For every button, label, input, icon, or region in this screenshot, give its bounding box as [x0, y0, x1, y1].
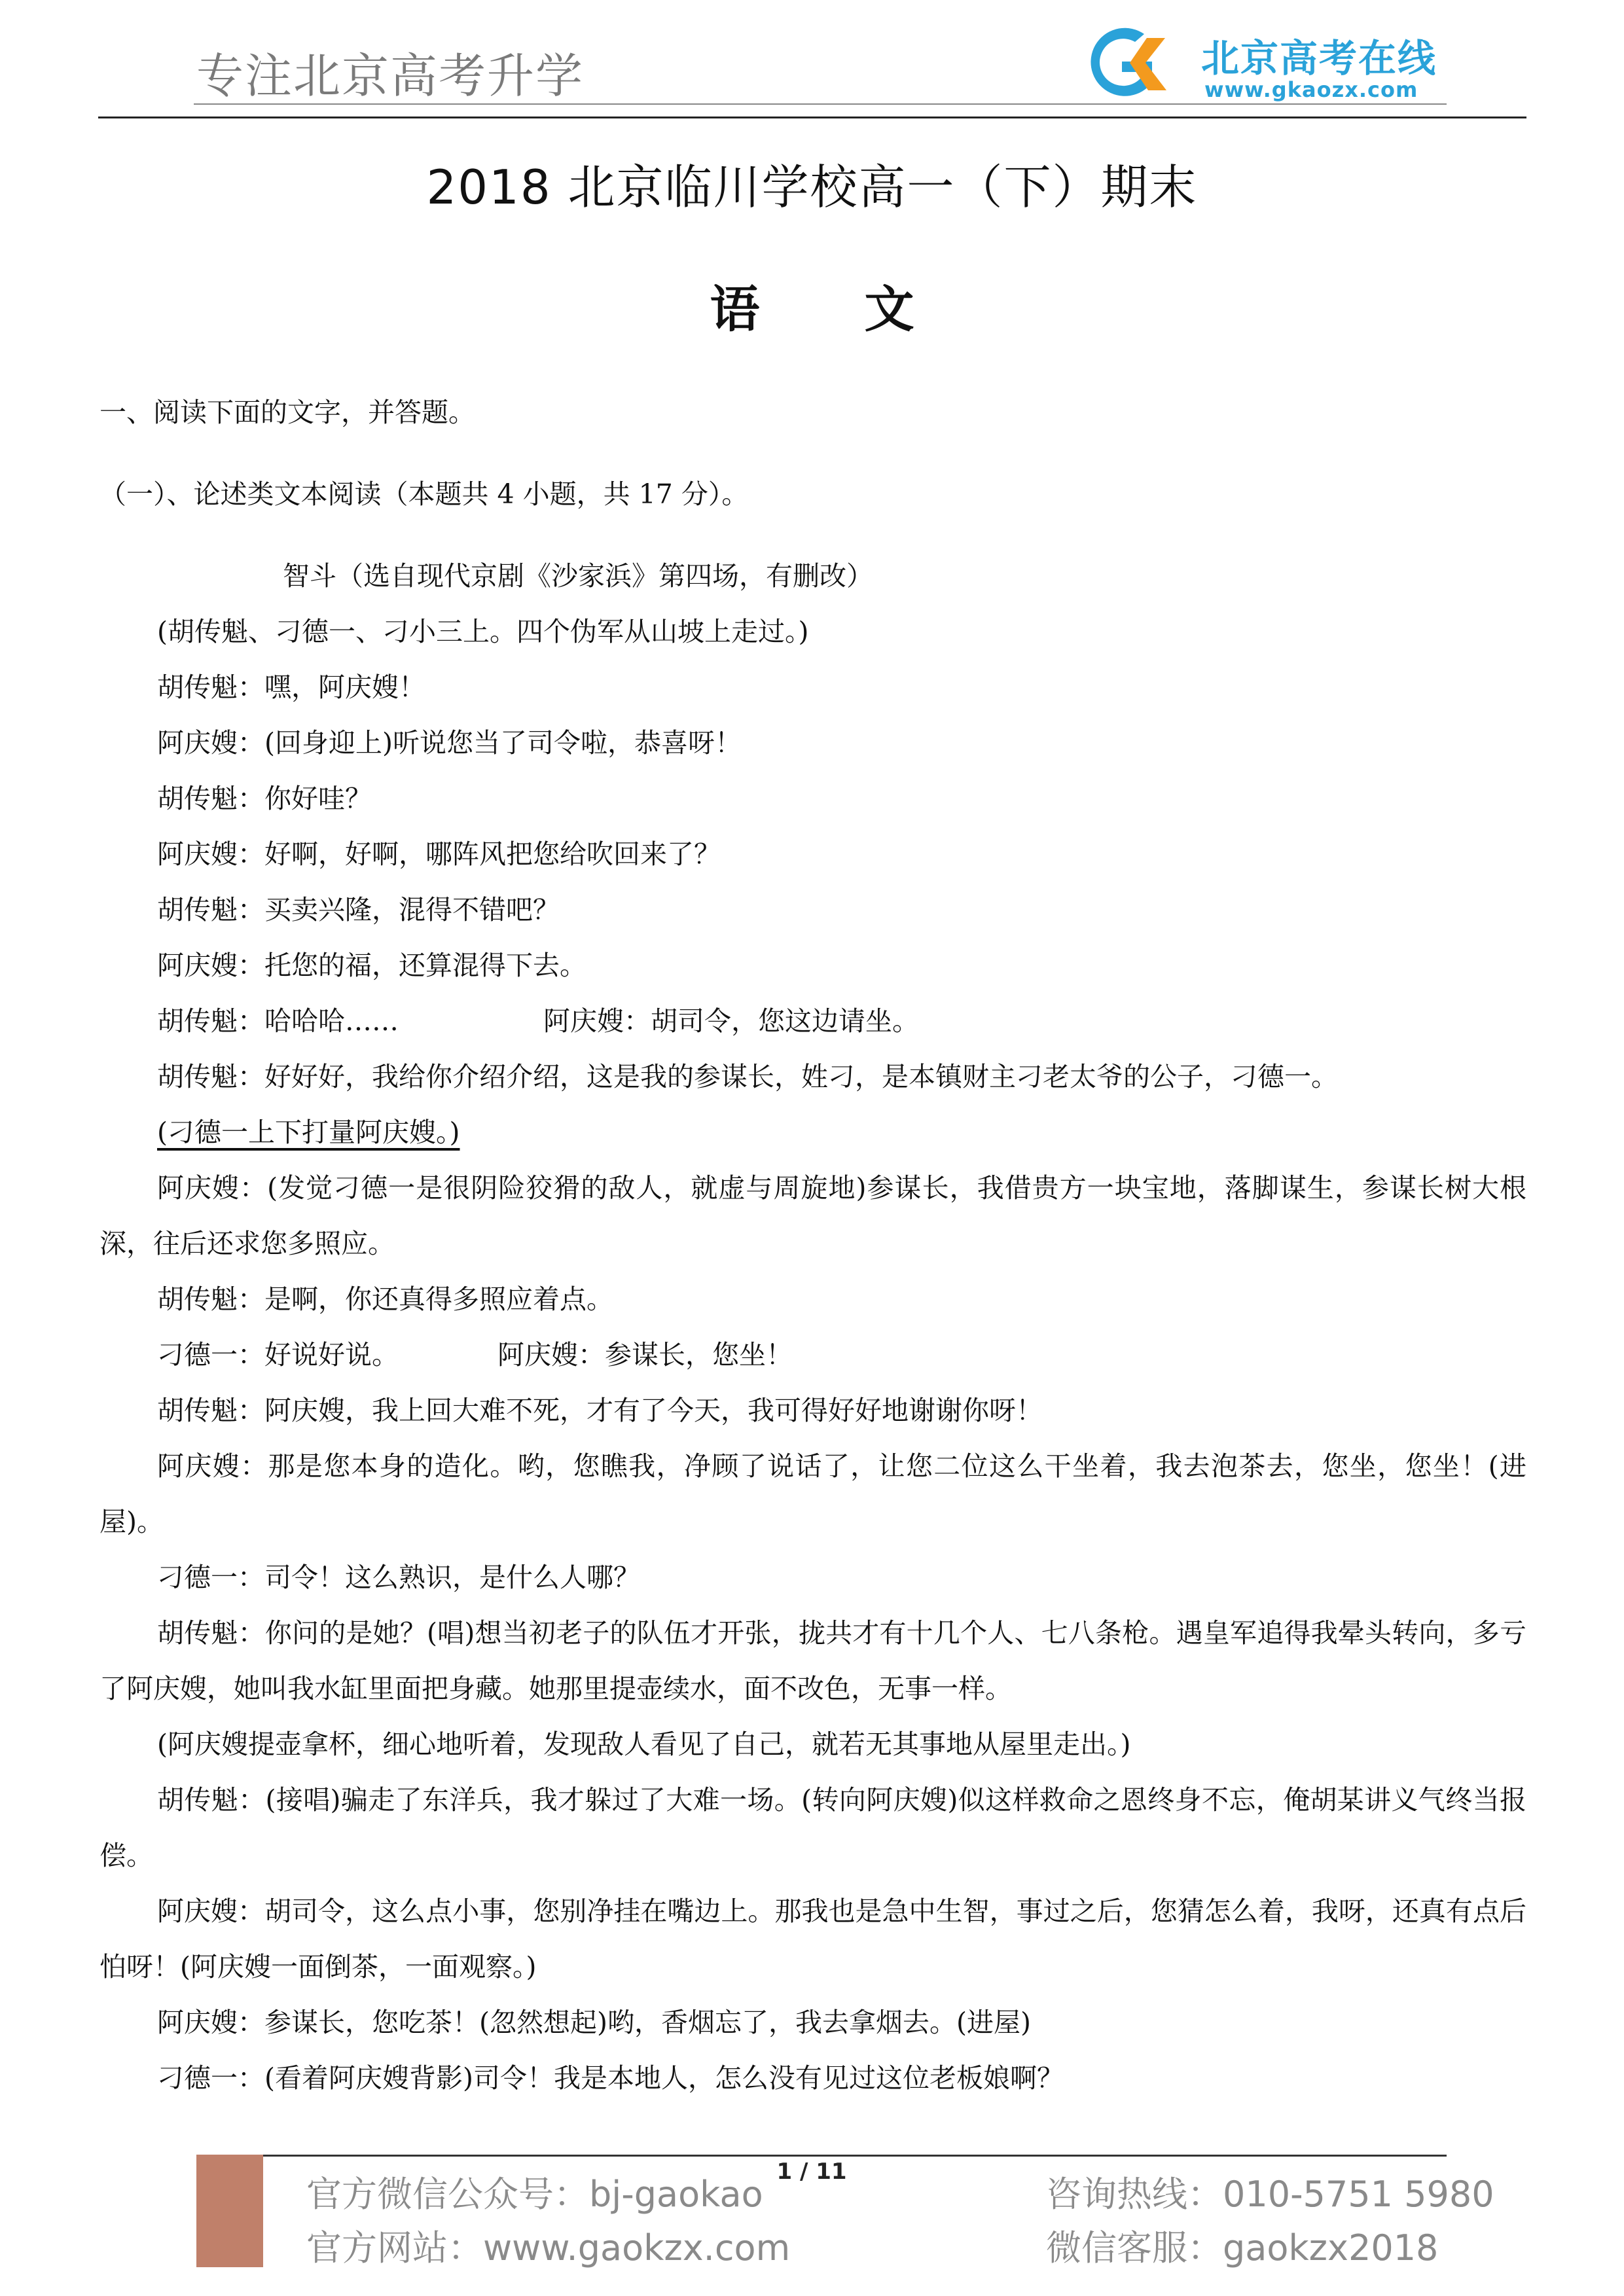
dialogue-pair: [99, 994, 1526, 1049]
header-divider: [98, 117, 1526, 118]
exam-subject: 语文: [710, 280, 1019, 338]
footer-wechat: 官方微信公众号：bj-gaokao: [306, 2174, 763, 2215]
dialogue-line: 胡传魁：阿庆嫂，我上回大难不死，才有了今天，我可得好好地谢谢你呀！: [157, 1395, 1043, 1426]
dialogue-line: 阿庆嫂：(回身迎上)听说您当了司令啦，恭喜呀！: [157, 727, 742, 759]
dialogue-line: 阿庆嫂：参谋长，您坐！: [497, 1339, 793, 1371]
play-title: 智斗（选自现代京剧《沙家浜》第四场，有删改）: [283, 560, 873, 592]
dialogue-line: 阿庆嫂：那是您本身的造化。哟，您瞧我，净顾了说话了，让您二位这么干坐着，我去泡茶去，您坐，您坐！(进屋)。: [99, 1450, 1526, 1537]
dialogue-line: 阿庆嫂：好啊，好啊，哪阵风把您给吹回来了？: [157, 838, 721, 870]
dialogue-line: 胡传魁：好好好，我给你介绍介绍，这是我的参谋长，姓刁，是本镇财主刁老太爷的公子，刁德一。: [157, 1061, 1338, 1092]
exam-title: 2018 北京临川学校高一（下）期末: [426, 160, 1198, 215]
underlined-stage-direction: (刁德一上下打量阿庆嫂。): [157, 1117, 460, 1148]
section-heading: 一、阅读下面的文字，并答题。: [99, 397, 475, 428]
dialogue-pair: [99, 1327, 1526, 1383]
dialogue-line: 刁德一：好说好说。: [157, 1339, 399, 1371]
logo-name: 北京高考在线: [1201, 36, 1437, 81]
dialogue-line: 刁德一：(看着阿庆嫂背影)司令！我是本地人，怎么没有见过这位老板娘啊？: [157, 2062, 1064, 2094]
document-body: [99, 385, 1526, 2106]
footer-accent-bar: [196, 2155, 263, 2267]
dialogue-line: 胡传魁：你问的是她？(唱)想当初老子的队伍才开张，拢共才有十几个人、七八条枪。遇皇军追得我晕头转向，多亏了阿庆嫂，她叫我水缸里面把身藏。她那里提壶续水，面不改色，无事一样。: [99, 1617, 1526, 1704]
dialogue-line: 胡传魁：买卖兴隆，混得不错吧？: [157, 894, 560, 925]
stage-direction: [99, 1105, 1526, 1160]
dialogue-line: 阿庆嫂：托您的福，还算混得下去。: [157, 950, 586, 981]
dialogue-line: 阿庆嫂：(发觉刁德一是很阴险狡猾的敌人，就虚与周旋地)参谋长，我借贵方一块宝地，落脚谋生，参谋长树大根深，往后还求您多照应。: [99, 1172, 1526, 1259]
dialogue-line: 胡传魁：是啊，你还真得多照应着点。: [157, 1283, 613, 1315]
dialogue-line: 阿庆嫂：胡司令，您这边请坐。: [543, 1005, 919, 1037]
dialogue-line: 胡传魁：你好哇？: [157, 783, 372, 814]
footer-divider: [196, 2155, 1447, 2157]
header-divider-thin: [194, 103, 1447, 105]
logo-url: www.gkaozx.com: [1204, 77, 1418, 102]
dialogue-line: 刁德一：司令！这么熟识，是什么人哪？: [157, 1562, 640, 1593]
stage-direction: (胡传魁、刁德一、刁小三上。四个伪军从山坡上走过。): [157, 616, 809, 647]
footer-hotline: 咨询热线：010-5751 5980: [1046, 2174, 1494, 2215]
footer-service: 微信客服：gaokzx2018: [1046, 2227, 1439, 2269]
gk-logo-icon: [1067, 20, 1191, 105]
dialogue-line: 胡传魁：哈哈哈……: [157, 1005, 399, 1037]
site-logo[interactable]: [1067, 20, 1499, 105]
header-slogan: 专注北京高考升学: [196, 48, 585, 103]
subsection-heading: （一）、论述类文本阅读（本题共 4 小题，共 17 分）。: [99, 478, 749, 510]
dialogue-line: 胡传魁：(接唱)骗走了东洋兵，我才躲过了大难一场。(转向阿庆嫂)似这样救命之恩终身不忘，俺胡某讲义气终当报偿。: [99, 1784, 1526, 1871]
stage-direction: (阿庆嫂提壶拿杯，细心地听着，发现敌人看见了自己，就若无其事地从屋里走出。): [157, 1729, 1131, 1760]
dialogue-line: 阿庆嫂：参谋长，您吃茶！(忽然想起)哟，香烟忘了，我去拿烟去。(进屋): [157, 2007, 1031, 2038]
dialogue-line: 胡传魁：嘿，阿庆嫂！: [157, 672, 425, 703]
dialogue-line: 阿庆嫂：胡司令，这么点小事，您别净挂在嘴边上。那我也是急中生智，事过之后，您猜怎么着，我呀，还真有点后怕呀！(阿庆嫂一面倒茶，一面观察。): [99, 1895, 1526, 1982]
page-number: 1 / 11: [776, 2159, 847, 2185]
footer-website-link[interactable]: 官方网站：www.gaokzx.com: [306, 2227, 791, 2269]
